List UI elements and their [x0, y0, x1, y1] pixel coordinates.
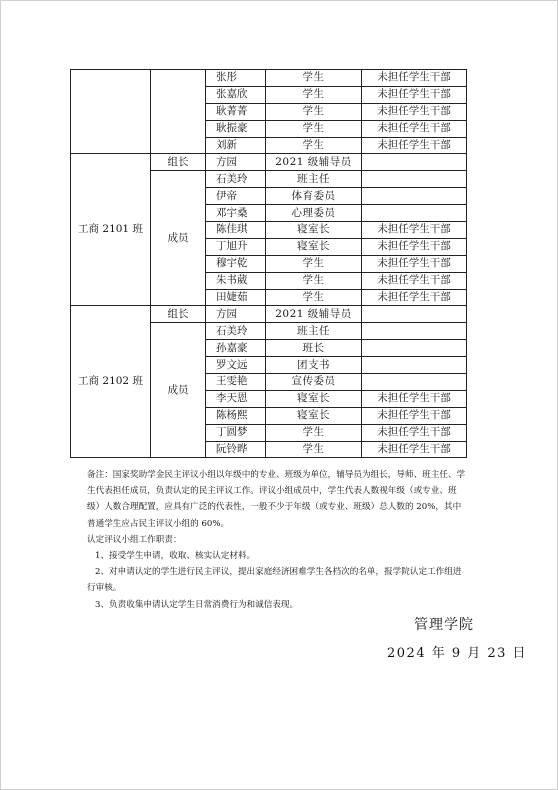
member-role: 学生: [266, 70, 362, 87]
table-row: [71, 70, 467, 87]
member-status: 未担任学生干部: [362, 272, 467, 289]
notes-section: [87, 467, 467, 613]
member-status: [362, 340, 467, 357]
member-status: [362, 374, 467, 391]
member-name: 王雯艳: [206, 374, 266, 391]
member-role: 学生: [266, 441, 362, 458]
member-role: 寝室长: [266, 222, 362, 239]
leader-label: 组长: [151, 154, 206, 171]
member-status: 未担任学生干部: [362, 120, 467, 137]
member-status: 未担任学生干部: [362, 390, 467, 407]
member-name: 田婕茹: [206, 289, 266, 306]
member-status: [362, 188, 467, 205]
member-status: [362, 323, 467, 340]
member-name: 耿振豪: [206, 120, 266, 137]
member-role: 学生: [266, 103, 362, 120]
member-name: 陈佳琪: [206, 222, 266, 239]
class-name: 工商 2101 班: [71, 154, 151, 306]
members-label: 成员: [151, 171, 206, 306]
member-role: 寝室长: [266, 238, 362, 255]
remark-text: 备注：国家奖助学金民主评议小组以年级中的专业、班级为单位，辅导员为组长，导师、班主任、学生代表担任成员，负责认定的民主评议工作。评议小组成员中，学生代表人数视年级（或专业、班级）人数合理配置，应具有广泛的代表性，一般不少于年级（或专业、班级）总人数的 20%，其中普通学生应占民主评议小组的 60%。: [87, 470, 466, 529]
duty-item: 2、对申请认定的学生进行民主评议，提出家庭经济困难学生各档次的名单，报学院认定工作组进行审核。: [87, 567, 462, 594]
college-signature: 管理学院: [414, 617, 474, 633]
member-status: 未担任学生干部: [362, 407, 467, 424]
member-status: 未担任学生干部: [362, 424, 467, 441]
member-role: 体育委员: [266, 188, 362, 205]
signature-date: 2024 年 9 月 23 日: [387, 646, 528, 661]
member-status: 未担任学生干部: [362, 289, 467, 306]
member-name: 陈杨熙: [206, 407, 266, 424]
member-name: 孙嘉豪: [206, 340, 266, 357]
member-status: 未担任学生干部: [362, 103, 467, 120]
member-name: 丁旭升: [206, 238, 266, 255]
leader-status: [362, 154, 467, 171]
member-name: 罗文远: [206, 357, 266, 374]
member-role: 学生: [266, 255, 362, 272]
class-name: 工商 2102 班: [71, 306, 151, 458]
member-name: 穆宇乾: [206, 255, 266, 272]
member-name: 耿菁菁: [206, 103, 266, 120]
member-role: 班主任: [266, 323, 362, 340]
member-status: 未担任学生干部: [362, 238, 467, 255]
member-status: [362, 171, 467, 188]
member-status: 未担任学生干部: [362, 86, 467, 103]
member-status: 未担任学生干部: [362, 441, 467, 458]
member-name: 丁圆梦: [206, 424, 266, 441]
member-status: [362, 357, 467, 374]
member-status: 未担任学生干部: [362, 255, 467, 272]
member-name: 张嘉欣: [206, 86, 266, 103]
class-cell: [71, 70, 151, 154]
leader-row: [71, 154, 467, 171]
duty-item: 3、负责收集申请认定学生日常消费行为和诚信表现。: [95, 599, 299, 610]
member-name: 石美玲: [206, 323, 266, 340]
member-name: 刘新: [206, 137, 266, 154]
member-name: 阮铃晔: [206, 441, 266, 458]
member-name: 朱书葳: [206, 272, 266, 289]
member-status: 未担任学生干部: [362, 70, 467, 87]
leader-status: [362, 306, 467, 323]
member-role: 学生: [266, 86, 362, 103]
member-role: 班长: [266, 340, 362, 357]
member-name: 邓宇桑: [206, 205, 266, 222]
leader-row: [71, 306, 467, 323]
member-name: 李天恩: [206, 390, 266, 407]
member-role: 班主任: [266, 171, 362, 188]
member-status: [362, 205, 467, 222]
member-name: 伊帝: [206, 188, 266, 205]
member-role: 寝室长: [266, 390, 362, 407]
duty-title: 认定评议小组工作职责：: [87, 534, 182, 545]
member-role: 学生: [266, 137, 362, 154]
member-role: 寝室长: [266, 407, 362, 424]
position-cell: [151, 70, 206, 154]
leader-name: 方园: [206, 154, 266, 171]
leader-name: 方园: [206, 306, 266, 323]
member-status: 未担任学生干部: [362, 137, 467, 154]
evaluation-group-table: [70, 69, 467, 458]
leader-role: 2021 级辅导员: [266, 154, 362, 171]
member-role: 学生: [266, 289, 362, 306]
duty-item: 1、接受学生申请，收取、核实认定材料。: [95, 551, 256, 562]
member-status: 未担任学生干部: [362, 222, 467, 239]
member-name: 石美玲: [206, 171, 266, 188]
member-role: 学生: [266, 424, 362, 441]
member-role: 学生: [266, 272, 362, 289]
members-label: 成员: [151, 323, 206, 458]
member-role: 宣传委员: [266, 374, 362, 391]
member-role: 学生: [266, 120, 362, 137]
member-name: 张彤: [206, 70, 266, 87]
leader-role: 2021 级辅导员: [266, 306, 362, 323]
member-role: 团支书: [266, 357, 362, 374]
member-role: 心理委员: [266, 205, 362, 222]
leader-label: 组长: [151, 306, 206, 323]
